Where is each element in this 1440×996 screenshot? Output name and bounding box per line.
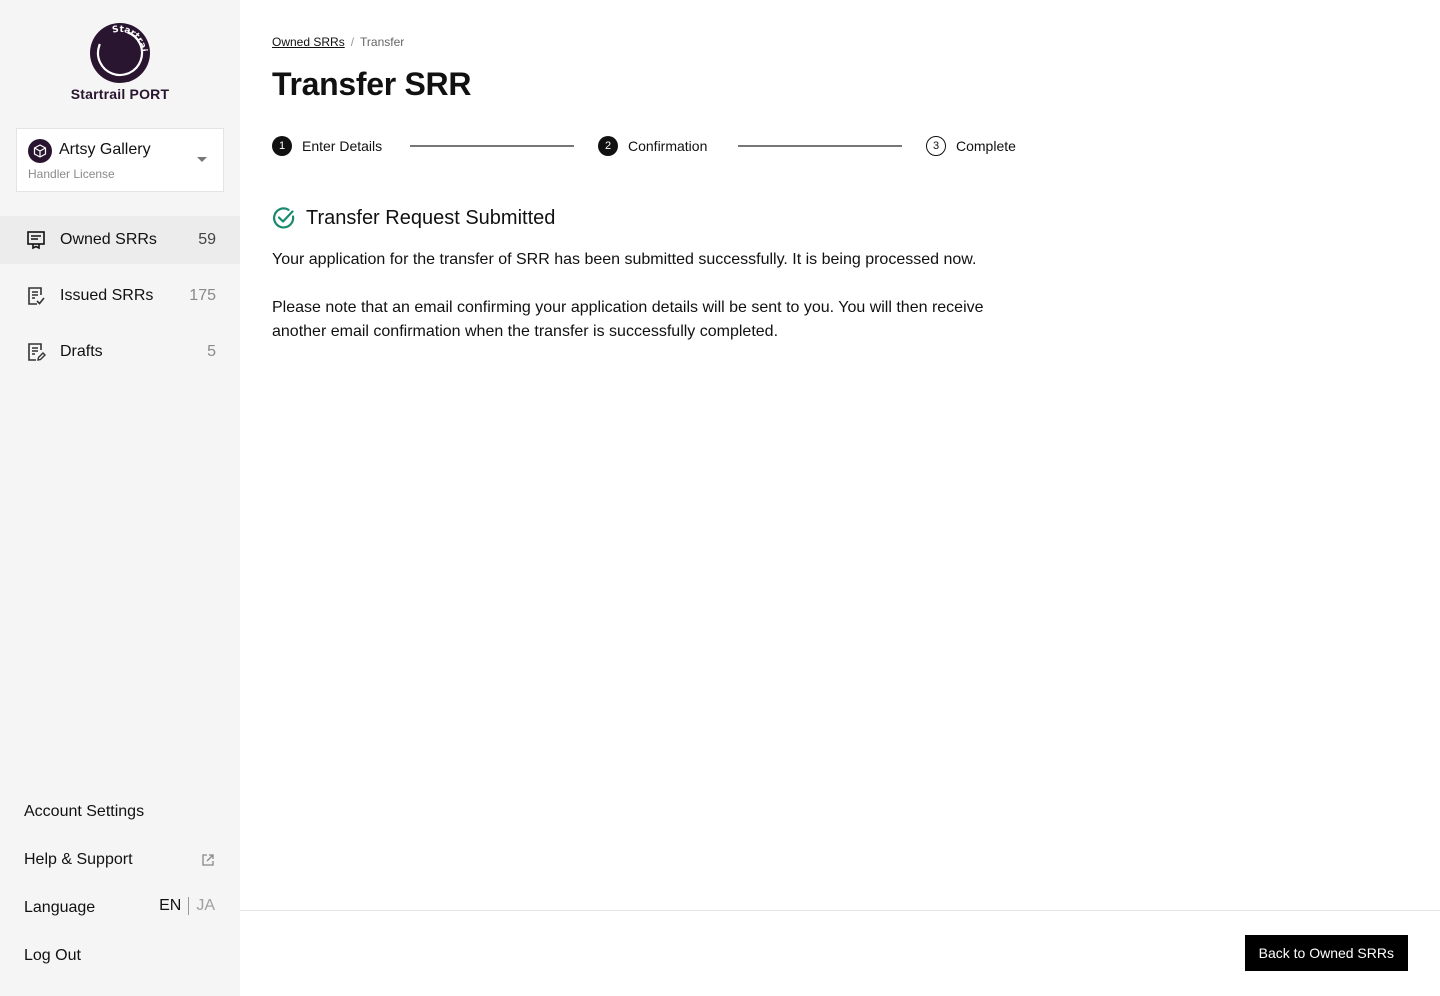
lang-ja-option[interactable]: JA: [196, 897, 215, 914]
sidebar-item-owned-srrs[interactable]: [0, 216, 240, 264]
sidebar-item-count: 175: [189, 287, 216, 304]
sidebar-item-count: 59: [198, 231, 216, 248]
caret-down-icon: [197, 157, 207, 162]
cube-icon: [33, 144, 47, 158]
account-switcher[interactable]: [16, 128, 224, 192]
step-connector: [410, 145, 574, 147]
language-label: Language: [24, 899, 96, 916]
logo-mark-text: Startrai: [111, 24, 149, 53]
sidebar-item-drafts[interactable]: [0, 328, 240, 376]
account-avatar: [28, 139, 52, 163]
help-support-link[interactable]: [0, 844, 240, 892]
account-license: Handler License: [28, 167, 115, 181]
step-complete: [926, 136, 1016, 156]
step-label: Enter Details: [302, 138, 383, 154]
check-circle-icon: [272, 206, 296, 230]
back-to-owned-srrs-button[interactable]: Back to Owned SRRs: [1245, 935, 1408, 971]
success-message: Your application for the transfer of SRR has been submitted successfully. It is being processed now.: [272, 251, 977, 268]
breadcrumb-owned-srrs-link[interactable]: Owned SRRs: [272, 35, 345, 49]
success-heading: [272, 206, 555, 230]
startrail-logo-icon: [89, 22, 151, 84]
stepper: [272, 136, 1032, 156]
account-settings-link[interactable]: [0, 796, 240, 844]
drafts-icon: [26, 342, 46, 362]
external-link-icon: [201, 853, 215, 867]
lang-en-option[interactable]: EN: [159, 897, 182, 914]
sidebar-item-count: 5: [207, 343, 216, 360]
language-row: [0, 892, 240, 940]
sidebar-bottom-links: [0, 796, 240, 988]
step-number: 2: [598, 136, 618, 156]
page-title: Transfer SRR: [272, 66, 472, 102]
step-label: Complete: [956, 138, 1016, 154]
sidebar-item-label: Owned SRRs: [60, 231, 157, 248]
sidebar-item-label: Issued SRRs: [60, 287, 154, 304]
breadcrumb-current: Transfer: [360, 35, 405, 49]
step-confirmation: [598, 136, 707, 156]
issued-srr-icon: [26, 286, 46, 306]
breadcrumb-separator: /: [350, 35, 355, 49]
step-enter-details: [272, 136, 382, 156]
account-settings-label: Account Settings: [24, 803, 145, 820]
step-number: 3: [926, 136, 946, 156]
language-switcher: [159, 897, 215, 915]
step-connector: [738, 145, 902, 147]
help-support-label: Help & Support: [24, 851, 133, 868]
sidebar-nav: [0, 216, 240, 384]
lang-divider: [188, 897, 189, 915]
account-name: Artsy Gallery: [59, 141, 151, 158]
step-label: Confirmation: [628, 138, 708, 154]
sidebar: [0, 0, 240, 996]
owned-srr-icon: [26, 230, 46, 250]
success-title: Transfer Request Submitted: [306, 206, 556, 229]
log-out-link[interactable]: [0, 940, 240, 988]
brand-name: Startrail PORT: [70, 86, 170, 102]
page-footer: [240, 910, 1440, 996]
main-content: [240, 0, 1440, 996]
breadcrumb: [272, 35, 404, 49]
email-note: Please note that an email confirming your application details will be sent to you. You will then receive another email confirmation when the transfer is successfully completed.: [272, 299, 984, 340]
sidebar-item-label: Drafts: [60, 343, 103, 360]
brand-logo[interactable]: [0, 22, 240, 102]
step-number: 1: [272, 136, 292, 156]
sidebar-item-issued-srrs[interactable]: [0, 272, 240, 320]
log-out-label: Log Out: [24, 947, 81, 964]
